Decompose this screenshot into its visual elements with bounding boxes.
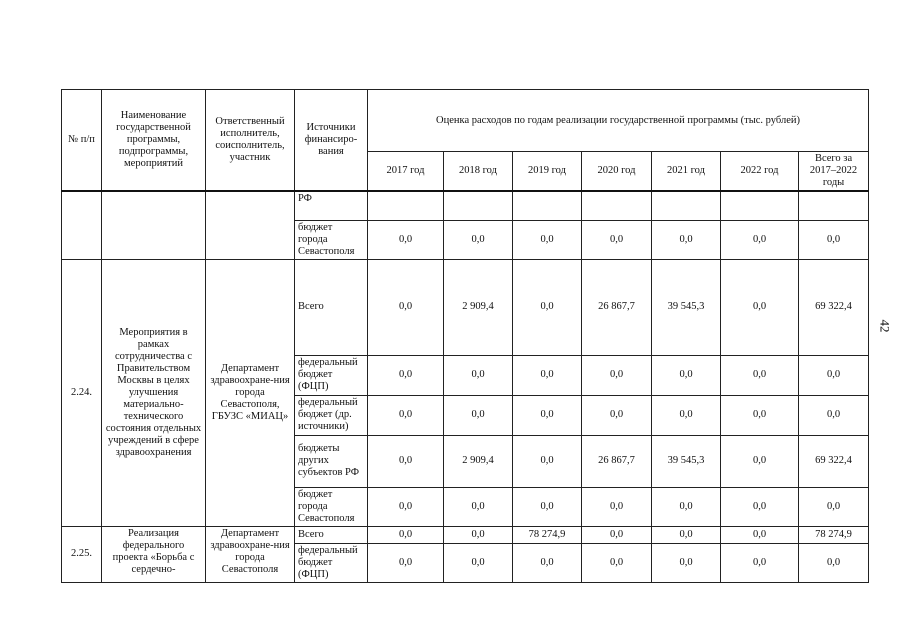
cell-value: 0,0 bbox=[721, 543, 799, 582]
cell-value: 0,0 bbox=[582, 487, 652, 526]
header-year: 2021 год bbox=[652, 152, 721, 192]
cell-value: 39 545,3 bbox=[652, 259, 721, 355]
cell-value: 0,0 bbox=[799, 487, 869, 526]
cell-value bbox=[652, 191, 721, 220]
cell-source: бюджет города Севастополя bbox=[295, 220, 368, 259]
cell-value: 0,0 bbox=[368, 487, 444, 526]
table-row bbox=[62, 191, 869, 220]
cell-source: бюджет города Севастополя bbox=[295, 487, 368, 526]
cell-name bbox=[102, 191, 206, 259]
table-row bbox=[62, 259, 869, 355]
budget-table bbox=[61, 89, 869, 583]
cell-value: 0,0 bbox=[799, 395, 869, 435]
cell-value: 0,0 bbox=[652, 526, 721, 543]
cell-value: 78 274,9 bbox=[799, 526, 869, 543]
page-number: 42 bbox=[877, 319, 893, 333]
cell-num bbox=[62, 191, 102, 259]
cell-value: 0,0 bbox=[721, 220, 799, 259]
cell-value bbox=[799, 191, 869, 220]
cell-value: 0,0 bbox=[652, 395, 721, 435]
header-estimate: Оценка расходов по годам реализации государственной программы (тыс. рублей) bbox=[368, 90, 869, 152]
cell-source: бюджеты других субъектов РФ bbox=[295, 435, 368, 487]
cell-source: Всего bbox=[295, 526, 368, 543]
cell-value: 0,0 bbox=[444, 543, 513, 582]
cell-source: РФ bbox=[295, 191, 368, 220]
cell-value: 78 274,9 bbox=[513, 526, 582, 543]
cell-value: 0,0 bbox=[652, 220, 721, 259]
cell-value: 0,0 bbox=[582, 395, 652, 435]
cell-value: 0,0 bbox=[368, 355, 444, 395]
cell-value: 2 909,4 bbox=[444, 435, 513, 487]
header-responsible: Ответственный исполнитель, соисполнитель, участник bbox=[206, 90, 295, 192]
cell-value bbox=[721, 191, 799, 220]
cell-value bbox=[582, 191, 652, 220]
cell-value: 0,0 bbox=[368, 220, 444, 259]
cell-num: 2.24. bbox=[62, 259, 102, 526]
cell-name: Реализация федерального проекта «Борьба с сердечно- bbox=[102, 526, 206, 582]
cell-value: 2 909,4 bbox=[444, 259, 513, 355]
cell-value: 0,0 bbox=[513, 259, 582, 355]
cell-value: 26 867,7 bbox=[582, 435, 652, 487]
header-year: 2022 год bbox=[721, 152, 799, 192]
header-year: 2017 год bbox=[368, 152, 444, 192]
cell-value: 0,0 bbox=[799, 220, 869, 259]
cell-value bbox=[513, 191, 582, 220]
cell-value: 0,0 bbox=[721, 355, 799, 395]
cell-value: 0,0 bbox=[721, 526, 799, 543]
cell-value: 69 322,4 bbox=[799, 435, 869, 487]
cell-value bbox=[368, 191, 444, 220]
cell-source: федеральный бюджет (ФЦП) bbox=[295, 543, 368, 582]
header-name: Наименование государственной программы, подпрограммы, мероприятий bbox=[102, 90, 206, 192]
cell-value: 0,0 bbox=[582, 220, 652, 259]
cell-value: 0,0 bbox=[368, 526, 444, 543]
header-year: 2018 год bbox=[444, 152, 513, 192]
cell-source: Всего bbox=[295, 259, 368, 355]
cell-source: федеральный бюджет (др. источники) bbox=[295, 395, 368, 435]
header-year: 2020 год bbox=[582, 152, 652, 192]
cell-value: 0,0 bbox=[799, 355, 869, 395]
cell-value: 0,0 bbox=[652, 543, 721, 582]
cell-value: 0,0 bbox=[368, 395, 444, 435]
cell-value: 0,0 bbox=[444, 355, 513, 395]
cell-num: 2.25. bbox=[62, 526, 102, 582]
cell-value: 0,0 bbox=[582, 526, 652, 543]
cell-value: 39 545,3 bbox=[652, 435, 721, 487]
cell-value: 0,0 bbox=[652, 355, 721, 395]
cell-value: 0,0 bbox=[444, 526, 513, 543]
cell-value: 0,0 bbox=[721, 395, 799, 435]
cell-responsible: Департамент здравоохране-ния города Севастополя bbox=[206, 526, 295, 582]
cell-responsible bbox=[206, 191, 295, 259]
header-row-1 bbox=[62, 90, 869, 152]
cell-responsible: Департамент здравоохране-ния города Севастополя, ГБУЗС «МИАЦ» bbox=[206, 259, 295, 526]
cell-value: 0,0 bbox=[513, 543, 582, 582]
header-sources: Источники финансиро-вания bbox=[295, 90, 368, 192]
cell-value: 0,0 bbox=[513, 395, 582, 435]
cell-value: 0,0 bbox=[721, 487, 799, 526]
cell-value: 0,0 bbox=[799, 543, 869, 582]
cell-value: 0,0 bbox=[513, 220, 582, 259]
cell-value: 0,0 bbox=[582, 543, 652, 582]
cell-value: 0,0 bbox=[368, 259, 444, 355]
cell-name: Мероприятия в рамках сотрудничества с Правительством Москвы в целях улучшения материально-технического состояния отдельных учреждений в сфере здравоохранения bbox=[102, 259, 206, 526]
cell-source: федеральный бюджет (ФЦП) bbox=[295, 355, 368, 395]
cell-value: 0,0 bbox=[444, 487, 513, 526]
cell-value: 0,0 bbox=[368, 543, 444, 582]
header-year-total: Всего за 2017–2022 годы bbox=[799, 152, 869, 192]
cell-value: 0,0 bbox=[444, 220, 513, 259]
header-year: 2019 год bbox=[513, 152, 582, 192]
cell-value: 0,0 bbox=[444, 395, 513, 435]
cell-value: 0,0 bbox=[652, 487, 721, 526]
header-num: № п/п bbox=[62, 90, 102, 192]
cell-value bbox=[444, 191, 513, 220]
cell-value: 0,0 bbox=[721, 259, 799, 355]
cell-value: 69 322,4 bbox=[799, 259, 869, 355]
cell-value: 0,0 bbox=[513, 435, 582, 487]
cell-value: 0,0 bbox=[582, 355, 652, 395]
cell-value: 26 867,7 bbox=[582, 259, 652, 355]
cell-value: 0,0 bbox=[368, 435, 444, 487]
cell-value: 0,0 bbox=[513, 487, 582, 526]
cell-value: 0,0 bbox=[513, 355, 582, 395]
cell-value: 0,0 bbox=[721, 435, 799, 487]
table-row bbox=[62, 526, 869, 543]
